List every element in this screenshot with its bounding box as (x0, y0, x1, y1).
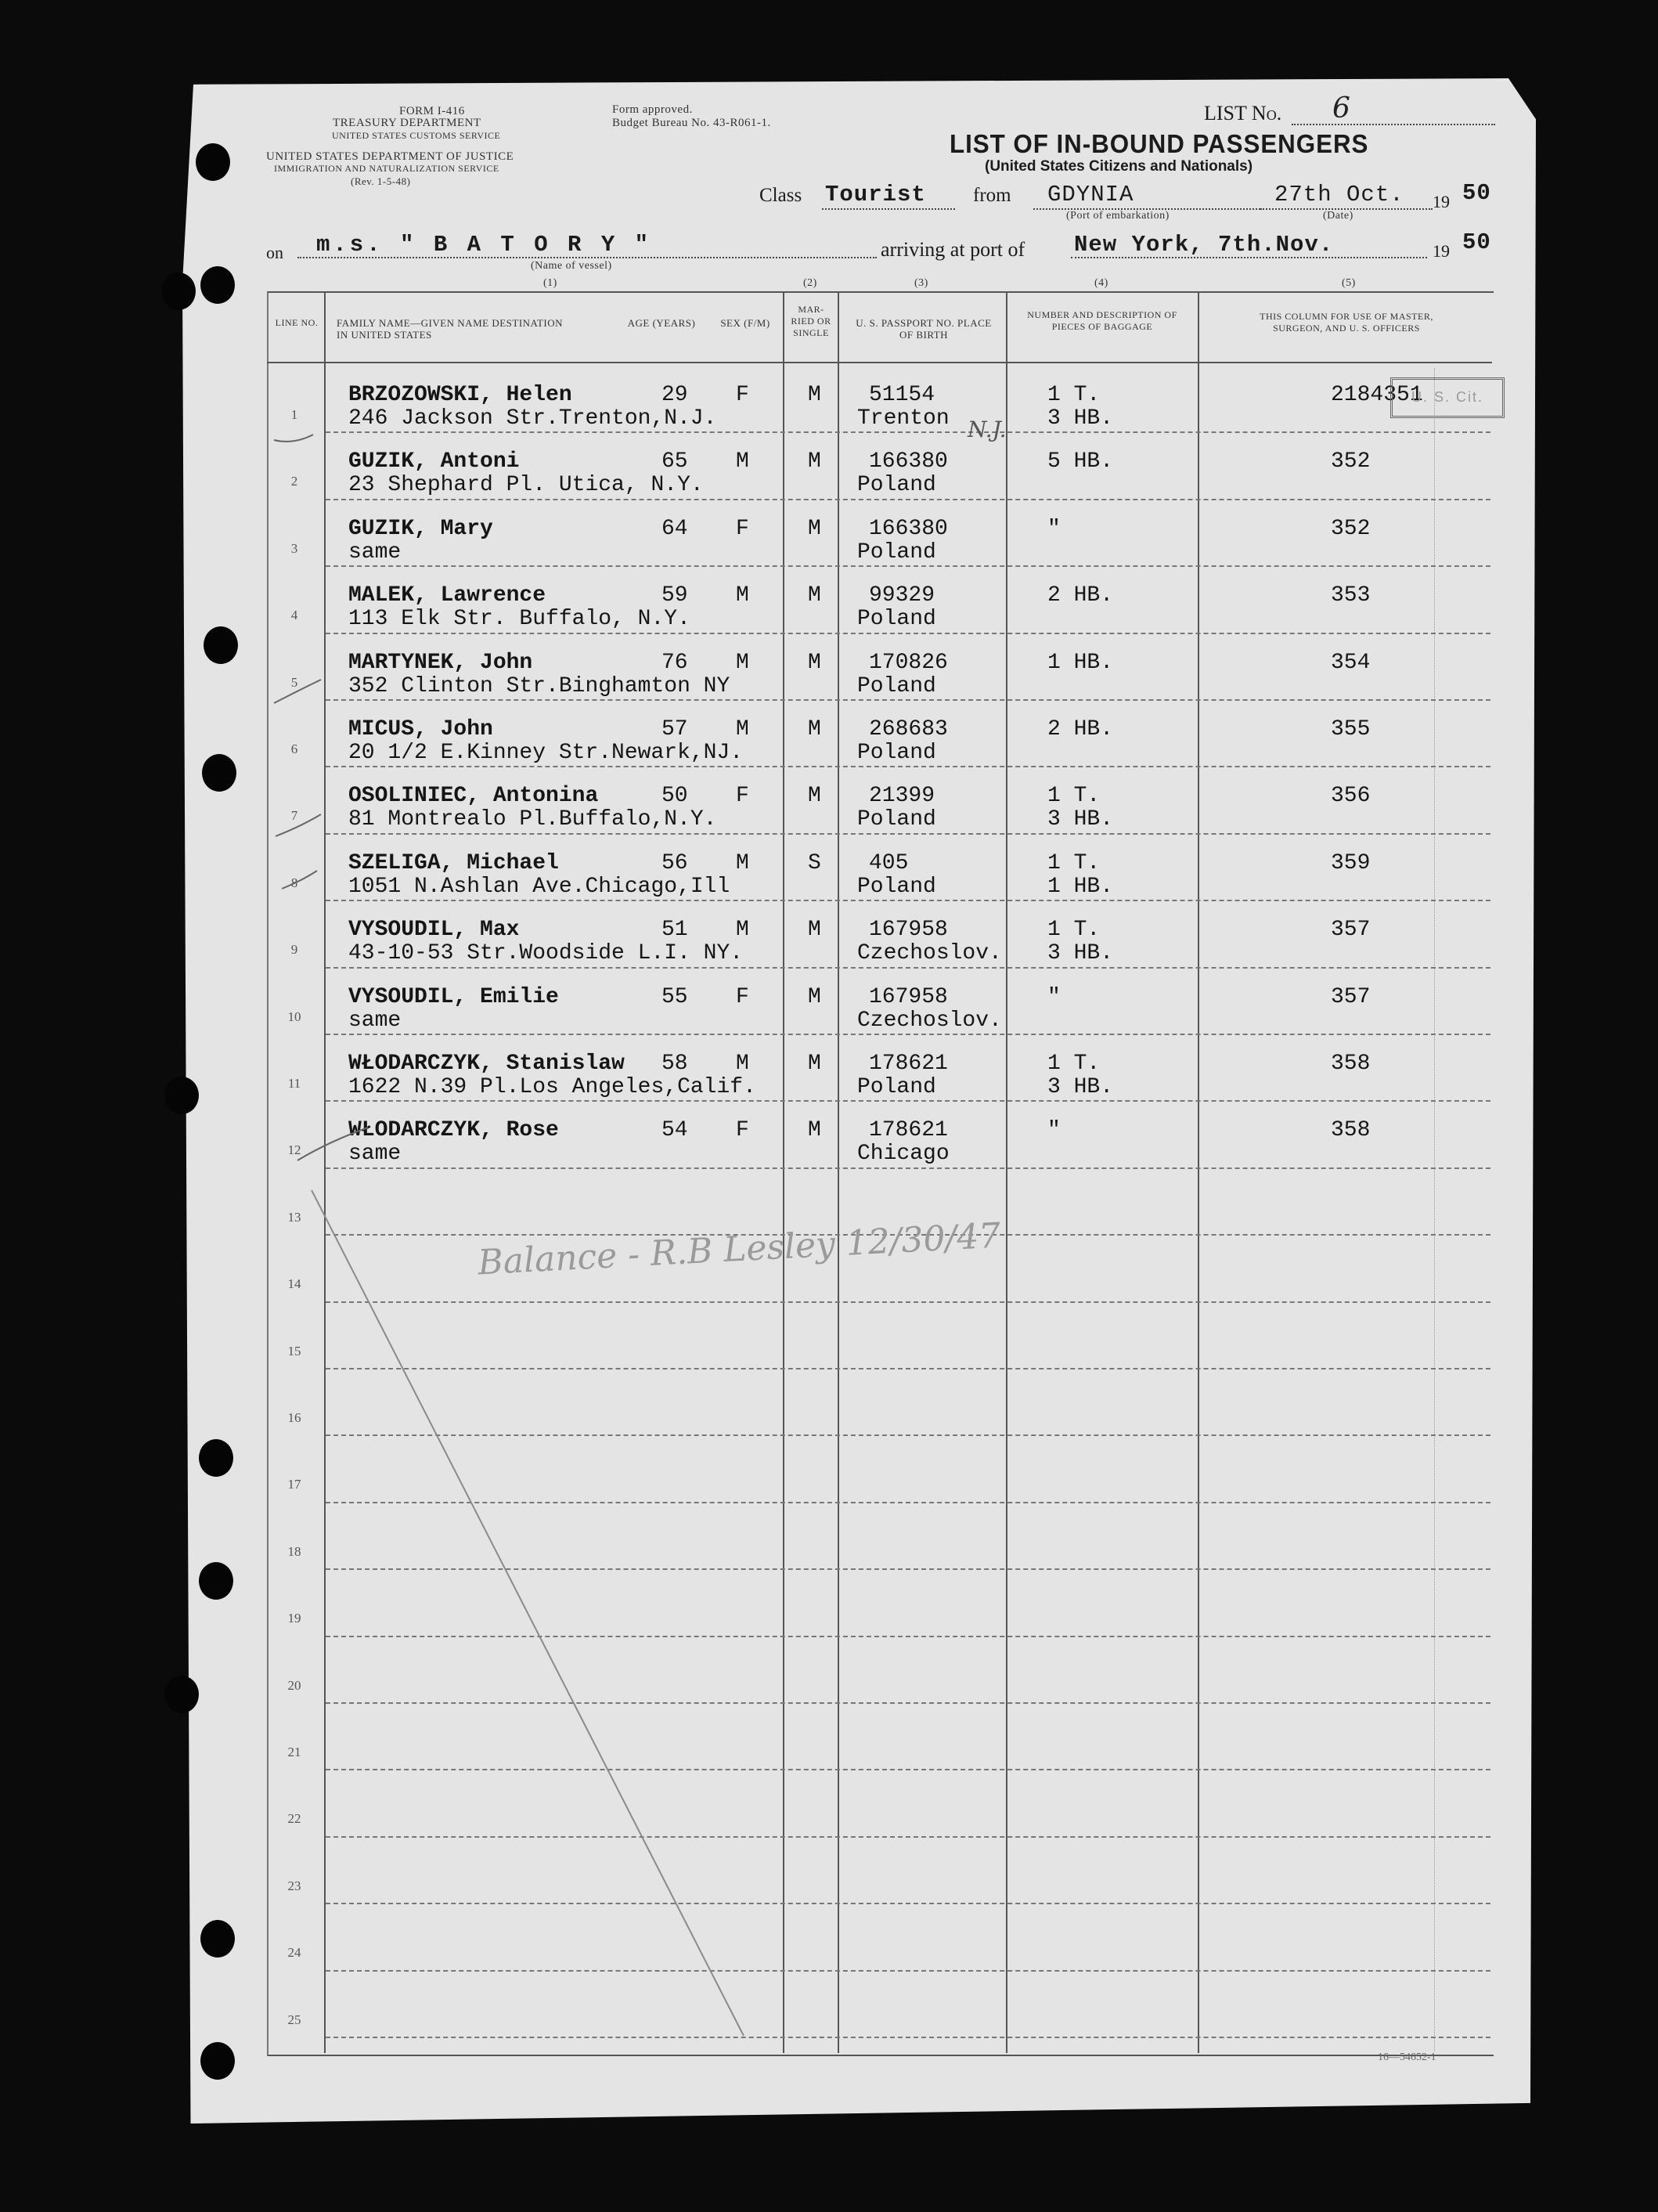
col-header-sex: SEX (F/M) (720, 317, 770, 329)
col-header-age: AGE (YEARS) (627, 317, 696, 329)
binder-hole (199, 1562, 233, 1600)
binder-hole (200, 2042, 235, 2080)
line-number: 21 (287, 1745, 301, 1759)
passenger-bag1: " (1047, 516, 1061, 541)
passenger-officer: 2184351 (1331, 383, 1423, 407)
list-no-label: LIST No. (1204, 102, 1282, 124)
passenger-passport: 99329 (869, 583, 935, 608)
passenger-bag1: 2 HB. (1047, 583, 1114, 608)
pencil-note: Balance - R.B Lesley 12/30/47 (477, 1215, 1002, 1283)
col-divider (1198, 291, 1199, 2053)
year-suffix: 50 (1462, 180, 1491, 206)
class-underline (822, 208, 955, 210)
passenger-dest: 23 Shephard Pl. Utica, N.Y. (348, 473, 704, 498)
passenger-sex: F (736, 1118, 749, 1143)
passenger-ms: S (808, 850, 821, 875)
port-caption: (Port of embarkation) (1066, 210, 1170, 222)
row-rule (326, 699, 1490, 701)
arriving-label: arriving at port of (881, 238, 1025, 261)
line-number: 12 (287, 1142, 301, 1158)
binder-hole (204, 626, 238, 664)
passenger-birth: Poland (857, 1075, 936, 1099)
column-number: (2) (803, 277, 817, 289)
passenger-dest: 43-10-53 Str.Woodside L.I. NY. (348, 941, 744, 966)
passenger-officer: 357 (1331, 918, 1371, 943)
row-rule (326, 1502, 1490, 1503)
binder-hole (202, 754, 236, 792)
passenger-birth: Poland (857, 807, 936, 832)
passenger-age: 51 (661, 918, 688, 943)
passenger-sex: F (736, 784, 749, 809)
date-caption: (Date) (1323, 210, 1353, 222)
col-divider (324, 291, 326, 2053)
binder-hole (161, 272, 196, 310)
passenger-dest: 113 Elk Str. Buffalo, N.Y. (348, 607, 690, 632)
vessel-name: m.s. " B A T O R Y " (316, 232, 652, 258)
binder-hole (200, 266, 235, 304)
row-rule (326, 1301, 1490, 1303)
passenger-sex: F (736, 984, 749, 1009)
arrival-underline (1071, 257, 1427, 258)
class-value: Tourist (825, 182, 926, 207)
passenger-name: GUZIK, Mary (348, 516, 493, 541)
passenger-bag2: 1 HB. (1047, 874, 1114, 899)
passenger-ms: M (808, 784, 821, 809)
binder-hole (164, 1676, 199, 1713)
passenger-sex: F (736, 516, 749, 541)
row-rule (326, 1034, 1490, 1035)
line-number: 16 (287, 1410, 301, 1425)
customs-name: UNITED STATES CUSTOMS SERVICE (332, 130, 501, 141)
passenger-age: 76 (661, 650, 688, 675)
passenger-birth: Trenton (857, 406, 950, 431)
line-number: 17 (287, 1477, 301, 1492)
line-number: 11 (287, 1076, 301, 1091)
line-number: 25 (287, 2012, 301, 2027)
passenger-ms: M (808, 717, 821, 742)
col-divider (1434, 368, 1435, 2051)
passenger-dest: 1051 N.Ashlan Ave.Chicago,Ill (348, 874, 730, 899)
passenger-sex: M (736, 583, 749, 608)
column-number: (1) (543, 277, 557, 289)
line-number: 23 (287, 1878, 301, 1893)
line-number: 22 (287, 1811, 301, 1827)
line-number: 15 (287, 1343, 301, 1359)
passenger-age: 50 (661, 784, 688, 809)
passenger-officer: 356 (1331, 784, 1371, 809)
row-rule (326, 431, 1490, 433)
passenger-passport: 268683 (869, 717, 948, 742)
port-embarkation: GDYNIA (1047, 182, 1134, 207)
passenger-passport: 166380 (869, 516, 948, 541)
passenger-birth: Poland (857, 607, 936, 632)
passenger-dest: same (348, 539, 402, 565)
from-label: from (973, 185, 1011, 206)
col-divider (1006, 291, 1007, 2053)
row-rule (326, 1903, 1490, 1904)
passenger-birth: Chicago (857, 1142, 950, 1167)
revision: (Rev. 1-5-48) (351, 175, 411, 187)
row-rule (326, 2037, 1490, 2038)
passenger-dest: 1622 N.39 Pl.Los Angeles,Calif. (348, 1075, 756, 1099)
table-header-rule (267, 362, 1492, 363)
passenger-officer: 358 (1331, 1052, 1371, 1076)
line-number: 14 (287, 1276, 301, 1292)
passenger-officer: 358 (1331, 1118, 1371, 1143)
embarkation-date: 27th Oct. (1274, 182, 1404, 207)
passenger-bag1: 1 T. (1047, 918, 1101, 943)
row-rule (326, 1702, 1490, 1704)
passenger-name: MALEK, Lawrence (348, 583, 546, 608)
row-rule (326, 1836, 1490, 1838)
passenger-officer: 355 (1331, 717, 1371, 742)
line-number: 8 (290, 875, 298, 890)
binder-hole (200, 1920, 235, 1958)
passenger-name: BRZOZOWSKI, Helen (348, 383, 572, 407)
passenger-ms: M (808, 984, 821, 1009)
passenger-passport: 51154 (869, 383, 935, 407)
passenger-passport: 170826 (869, 650, 948, 675)
column-number: (5) (1342, 277, 1356, 289)
ins-name: IMMIGRATION AND NATURALIZATION SERVICE (274, 163, 499, 174)
row-rule (326, 1167, 1490, 1169)
passenger-officer: 352 (1331, 516, 1371, 541)
passenger-name: VYSOUDIL, Emilie (348, 984, 559, 1009)
year-prefix-2: 19 (1433, 241, 1450, 261)
passenger-ms: M (808, 918, 821, 943)
passenger-ms: M (808, 583, 821, 608)
line-number: 9 (290, 942, 298, 958)
vessel-underline (297, 257, 877, 258)
passenger-name: GUZIK, Antoni (348, 449, 520, 475)
column-number: (3) (914, 277, 928, 289)
passenger-passport: 166380 (869, 449, 948, 475)
passenger-age: 56 (661, 850, 688, 875)
passenger-officer: 357 (1331, 984, 1371, 1009)
line-number: 1 (290, 407, 298, 422)
budget-bureau: Budget Bureau No. 43-R061-1. (612, 117, 771, 129)
passenger-birth: Poland (857, 473, 936, 498)
line-number: 5 (290, 674, 298, 690)
row-rule (326, 967, 1490, 969)
row-rule (326, 1970, 1490, 1972)
binder-hole (199, 1439, 233, 1477)
passenger-bag1: 2 HB. (1047, 717, 1114, 742)
passenger-name: SZELIGA, Michael (348, 850, 559, 875)
row-rule (326, 633, 1490, 634)
passenger-age: 29 (661, 383, 688, 407)
passenger-ms: M (808, 449, 821, 475)
passenger-sex: M (736, 918, 749, 943)
citizen-stamp: U. S. Cit. (1390, 377, 1505, 418)
passenger-birth: Poland (857, 741, 936, 765)
passenger-birth: Czechoslov. (857, 941, 1002, 966)
year-prefix: 19 (1433, 192, 1450, 211)
passenger-age: 57 (661, 717, 688, 742)
line-number: 2 (290, 474, 298, 489)
passenger-age: 64 (661, 516, 688, 541)
row-rule (326, 1568, 1490, 1570)
list-no-underline (1292, 124, 1495, 125)
passenger-bag1: 1 T. (1047, 850, 1101, 875)
col-divider (838, 291, 839, 2053)
row-rule (326, 1368, 1490, 1369)
row-rule (326, 1100, 1490, 1102)
passenger-passport: 21399 (869, 784, 935, 809)
line-number: 19 (287, 1611, 301, 1626)
passenger-age: 54 (661, 1118, 688, 1143)
passenger-dest: 352 Clinton Str.Binghamton NY (348, 673, 730, 698)
passenger-name: WŁODARCZYK, Stanislaw (348, 1052, 625, 1076)
col-header-officers: THIS COLUMN FOR USE OF MASTER, SURGEON, AND U. S. OFFICERS (1260, 311, 1433, 334)
arrival-port-date: New York, 7th.Nov. (1074, 232, 1334, 258)
class-label: Class (759, 185, 802, 206)
passenger-bag2: 3 HB. (1047, 1075, 1114, 1099)
passenger-birth: Czechoslov. (857, 1008, 1002, 1033)
pencil-nj: N.J. (968, 417, 1007, 442)
column-number: (4) (1094, 277, 1108, 289)
page-title: LIST OF IN-BOUND PASSENGERS (950, 129, 1369, 158)
passenger-bag2: 3 HB. (1047, 807, 1114, 832)
passenger-sex: M (736, 717, 749, 742)
passenger-ms: M (808, 1118, 821, 1143)
passenger-name: MARTYNEK, John (348, 650, 533, 675)
passenger-dest: same (348, 1008, 402, 1033)
passenger-ms: M (808, 650, 821, 675)
passenger-passport: 405 (869, 850, 909, 875)
passenger-bag1: " (1047, 984, 1061, 1009)
passenger-bag1: 1 T. (1047, 383, 1101, 407)
col-header-line: LINE NO. (275, 317, 319, 328)
passenger-dest: 246 Jackson Str.Trenton,N.J. (348, 406, 717, 431)
row-rule (326, 766, 1490, 767)
binder-hole (196, 143, 230, 181)
passenger-passport: 178621 (869, 1052, 948, 1076)
passenger-sex: F (736, 383, 749, 407)
passenger-officer: 352 (1331, 449, 1371, 475)
passenger-dest: 81 Montrealo Pl.Buffalo,N.Y. (348, 807, 717, 832)
passenger-officer: 354 (1331, 650, 1371, 675)
col-header-name: FAMILY NAME—GIVEN NAME DESTINATION IN UNITED STATES (337, 317, 564, 341)
passenger-passport: 167958 (869, 984, 948, 1009)
form-approved: Form approved. (612, 103, 693, 116)
line-number: 7 (290, 808, 298, 824)
passenger-bag1: " (1047, 1118, 1061, 1143)
passenger-dest: 20 1/2 E.Kinney Str.Newark,NJ. (348, 741, 744, 765)
passenger-officer: 359 (1331, 850, 1371, 875)
passenger-bag1: 1 T. (1047, 784, 1101, 809)
passenger-bag1: 1 HB. (1047, 650, 1114, 675)
row-rule (326, 900, 1490, 901)
col-header-baggage: NUMBER AND DESCRIPTION OF PIECES OF BAGGAGE (1027, 309, 1177, 332)
passenger-birth: Poland (857, 539, 936, 565)
line-number: 20 (287, 1677, 301, 1693)
passenger-age: 59 (661, 583, 688, 608)
line-number: 13 (287, 1209, 301, 1225)
line-number: 4 (290, 608, 298, 623)
passenger-bag2: 3 HB. (1047, 941, 1114, 966)
passenger-birth: Poland (857, 673, 936, 698)
passenger-passport: 167958 (869, 918, 948, 943)
on-label: on (266, 243, 283, 262)
row-rule (326, 1769, 1490, 1770)
passenger-sex: M (736, 650, 749, 675)
passenger-birth: Poland (857, 874, 936, 899)
line-number: 24 (287, 1945, 301, 1961)
passenger-ms: M (808, 1052, 821, 1076)
justice-name: UNITED STATES DEPARTMENT OF JUSTICE (266, 150, 514, 163)
passenger-dest: same (348, 1142, 402, 1167)
passenger-sex: M (736, 1052, 749, 1076)
passenger-name: OSOLINIEC, Antonina (348, 784, 599, 809)
passenger-bag1: 1 T. (1047, 1052, 1101, 1076)
passenger-sex: M (736, 850, 749, 875)
vessel-caption: (Name of vessel) (531, 260, 612, 272)
passenger-officer: 353 (1331, 583, 1371, 608)
list-no-value: 6 (1332, 92, 1350, 124)
row-rule (326, 1434, 1490, 1436)
line-number: 10 (287, 1009, 301, 1024)
passenger-ms: M (808, 383, 821, 407)
line-number: 18 (287, 1543, 301, 1559)
row-rule (326, 833, 1490, 835)
col-divider (783, 291, 784, 2053)
passenger-sex: M (736, 449, 749, 475)
passenger-age: 65 (661, 449, 688, 475)
dept-name: TREASURY DEPARTMENT (333, 117, 481, 129)
binder-hole (164, 1077, 199, 1114)
passenger-ms: M (808, 516, 821, 541)
passenger-name: VYSOUDIL, Max (348, 918, 520, 943)
col-header-married: MAR-RIED OR SINGLE (791, 304, 831, 338)
row-rule (326, 499, 1490, 500)
line-number: 6 (290, 742, 298, 756)
col-header-passport: U. S. PASSPORT NO. PLACE OF BIRTH (856, 317, 992, 341)
row-rule (326, 565, 1490, 567)
page-subtitle: (United States Citizens and Nationals) (985, 158, 1253, 175)
passenger-age: 55 (661, 984, 688, 1009)
passenger-age: 58 (661, 1052, 688, 1076)
passenger-name: MICUS, John (348, 717, 493, 742)
form-id: FORM I-416 (399, 105, 465, 117)
passenger-bag2: 3 HB. (1047, 406, 1114, 431)
footer-code: 16—54652-1 (1378, 2051, 1436, 2063)
passenger-name: WŁODARCZYK, Rose (348, 1118, 559, 1143)
row-rule (326, 1636, 1490, 1637)
year-suffix-2: 50 (1462, 229, 1491, 255)
line-number: 3 (290, 540, 298, 556)
passenger-bag1: 5 HB. (1047, 449, 1114, 475)
passenger-passport: 178621 (869, 1118, 948, 1143)
